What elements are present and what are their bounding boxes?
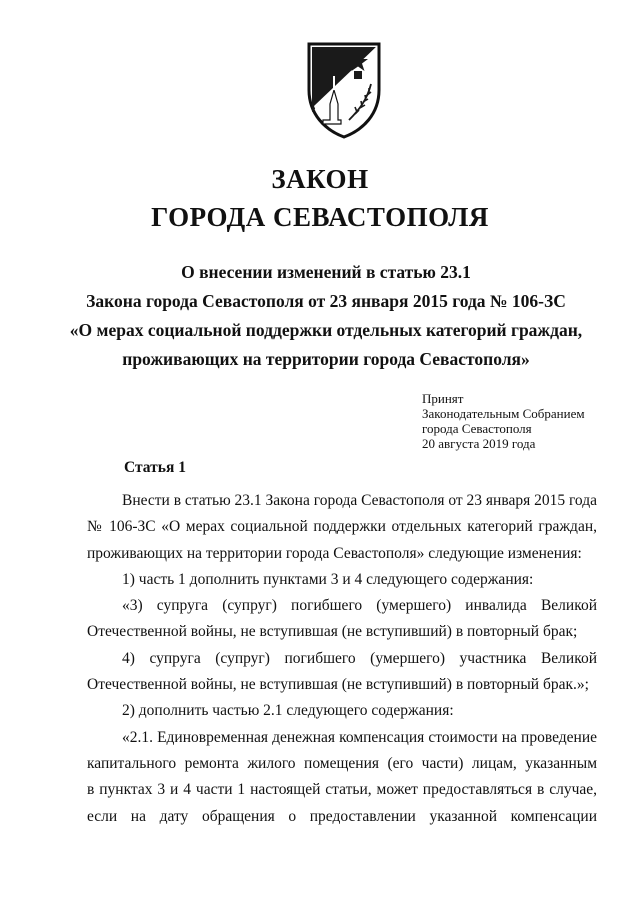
adoption-note	[422, 391, 585, 451]
body-line: 1) часть 1 дополнить пунктами 3 и 4 следующего содержания:	[122, 570, 534, 588]
adoption-line: 20 августа 2019 года	[422, 436, 536, 451]
body-line: «2.1. Единовременная денежная компенсация стоимости на проведение	[122, 728, 597, 746]
adoption-line: города Севастополя	[422, 421, 532, 436]
body-line: № 106-ЗС «О мерах социальной поддержки отдельных категорий граждан,	[87, 518, 597, 536]
city-title: ГОРОДА СЕВАСТОПОЛЯ	[151, 202, 489, 232]
subject-line: проживающих на территории города Севастополя»	[122, 349, 530, 369]
body-line: 2) дополнить частью 2.1 следующего содержания:	[122, 702, 454, 720]
body-line: если на дату обращения о предоставлении указанной компенсации	[87, 807, 597, 825]
body-line: Отечественной войны, не вступившая (не вступивший) в повторный брак;	[87, 623, 578, 641]
subject-line: «О мерах социальной поддержки отдельных категорий граждан,	[69, 320, 583, 340]
law-title: ЗАКОН	[271, 164, 369, 194]
adoption-line: Законодательным Собранием	[422, 406, 585, 421]
article-body	[87, 488, 597, 830]
body-line: Отечественной войны, не вступившая (не вступивший) в повторный брак.»;	[87, 676, 589, 694]
body-line: Внести в статью 23.1 Закона города Севастополя от 23 января 2015 года	[122, 492, 597, 509]
article-heading: Статья 1	[124, 459, 186, 476]
body-line: 4) супруга (супруг) погибшего (умершего) участника Великой	[122, 649, 597, 667]
body-line: в пунктах 3 и 4 части 1 настоящей статьи, может предоставляться в случае,	[87, 781, 597, 799]
subject-line: Закона города Севастополя от 23 января 2015 года № 106-ЗС	[86, 291, 566, 311]
sevastopol-coat-of-arms-icon	[303, 40, 385, 140]
body-line: проживающих на территории города Севастополя» следующие изменения:	[87, 544, 582, 562]
adoption-line: Принят	[422, 391, 464, 406]
body-line: «3) супруга (супруг) погибшего (умершего) инвалида Великой	[122, 597, 597, 615]
subject-line: О внесении изменений в статью 23.1	[181, 262, 471, 282]
law-subject-heading	[60, 258, 592, 374]
body-line: капитального ремонта жилого помещения (его части) лицам, указанным	[87, 754, 597, 772]
